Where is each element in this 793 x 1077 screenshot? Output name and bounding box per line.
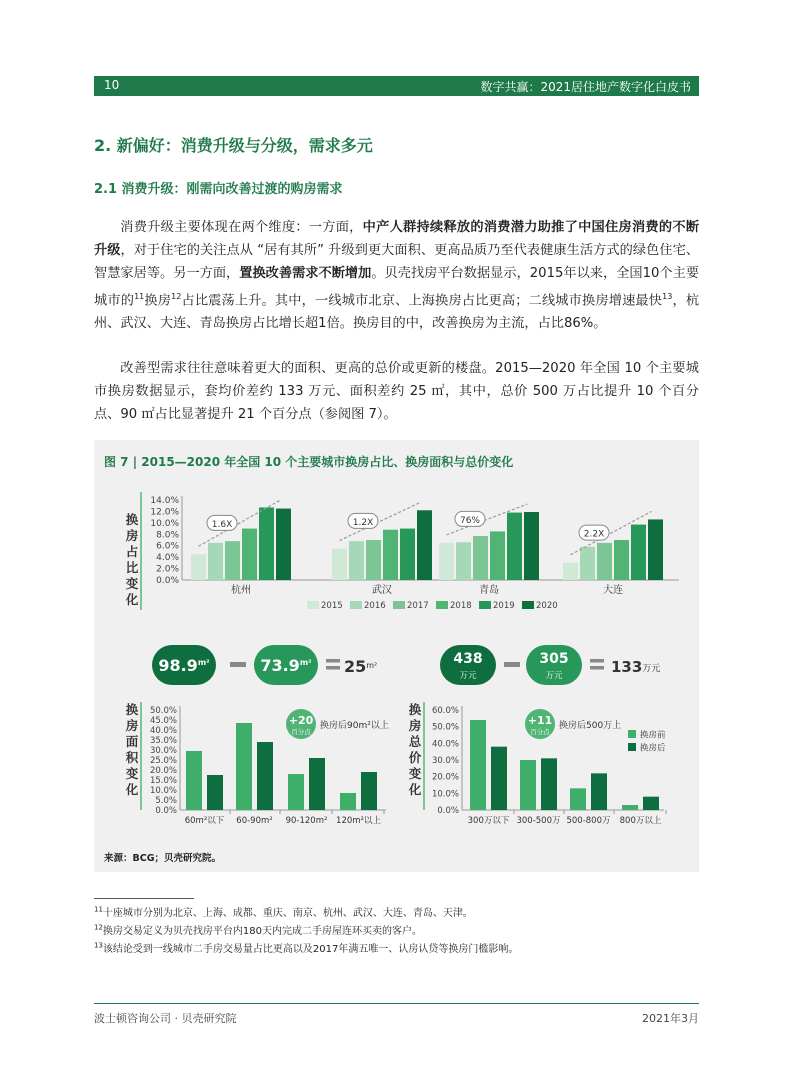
area-badge-sub: 百分点 [291,728,311,736]
bar-300万以下-换房前 [470,720,486,810]
top-legend-label: 2020 [536,601,558,611]
ytick-label: 50.0% [431,722,459,733]
top-ytick-label: 0.0% [156,576,179,586]
ytick-label: 15.0% [149,776,177,786]
price-legend-label: 换房前 [640,730,666,741]
top-bar-杭州-2020 [276,509,291,580]
area-before-value: $98.9^{m^2}$ [158,656,210,675]
top-bar-大连-2017 [597,543,612,580]
ytick-label: 40.0% [149,726,177,736]
top-growth-label: 76% [459,515,481,526]
minus-sign-2 [504,662,520,667]
bar-60-90m²-换房前 [236,723,252,810]
ytick-label: 0.0% [155,806,177,816]
top-bar-武汉-2019 [400,529,415,580]
top-growth-label: 1.2X [352,517,374,528]
category-label: 300万以下 [467,816,510,826]
price-after-value: 305 [539,651,569,667]
category-label: 300-500万 [516,816,561,826]
page-number: 10 [104,78,120,92]
top-category-label: 大连 [603,585,623,596]
price-legend-label: 换房后 [640,743,666,754]
area-badge-text: 换房后90m²以上 [320,721,389,731]
top-bar-青岛-2019 [507,513,522,580]
category-label: 60-90m² [236,816,273,826]
top-bar-武汉-2016 [349,541,364,580]
ytick-label: 40.0% [431,739,459,750]
price-badge [525,709,621,739]
top-growth-label: 2.2X [583,529,605,540]
ytick-label: 20.0% [431,772,459,783]
footnote-11: $^{11}$十座城市分别为北京、上海、成都、重庆、南京、杭州、武汉、大连、青岛、天津。 [94,905,473,919]
ytick-label: 5.0% [155,796,177,806]
price-chart-ylabel: 换房总价变化 [408,702,422,797]
paragraph-1: 消费升级主要体现在两个维度：一方面，中产人群持续释放的消费潜力助推了中国住房消费的不断升级，对于住宅的关注点从 “居有其所” 升级到更大面积、更高品质乃至代表健康生活方式的绿色住宅、智慧家居等。另一方面，置换改善需求不断增加。贝壳找房平台数据显示，2015年以来，全国10个主要城市的$^{11}$换房$^{12}$占比震荡上升。其中，一线城市北京、上海换房占比更高；二线城市换房增速最快$^{13}$，杭州、武汉、大连、青岛换房占比增长超1倍。换房目的中，改善换房为主流，占比86%。 [94,220,700,332]
top-ytick-label: 10.0% [150,518,179,529]
area-badge [286,709,389,739]
top-bar-杭州-2017 [225,541,240,580]
top-bar-杭州-2015 [191,554,206,580]
area-badge-value: +20 [288,714,314,727]
bar-300-500万-换房后 [541,758,557,810]
category-label: 120m²以上 [336,816,381,826]
top-bar-杭州-2019 [259,507,274,580]
top-bar-青岛-2015 [439,543,454,580]
top-bar-大连-2015 [563,563,578,580]
top-category-label: 青岛 [479,585,499,596]
top-legend-swatch [522,601,534,609]
ytick-label: 10.0% [149,786,177,796]
top-bar-青岛-2016 [456,542,471,580]
top-ytick-label: 4.0% [156,553,179,564]
category-label: 90-120m² [285,816,328,826]
bar-300万以下-换房后 [491,747,507,810]
footnote-divider [94,898,194,899]
bar-60m²以下-换房前 [186,751,202,810]
ytick-label: 25.0% [149,756,177,766]
top-ytick-label: 2.0% [156,564,179,575]
bar-300-500万-换房前 [520,760,536,810]
top-bar-杭州-2018 [242,529,257,580]
footer-divider [94,1003,699,1004]
page-header [94,76,699,96]
bar-500-800万-换房后 [591,773,607,810]
equals-sign-1b [326,666,340,670]
top-bar-大连-2018 [614,540,629,580]
top-bar-武汉-2018 [383,530,398,580]
ytick-label: 60.0% [431,706,459,716]
bar-500-800万-换房前 [570,788,586,810]
price-badge-sub: 百分点 [530,728,550,736]
top-legend-swatch [479,601,491,609]
top-category-label: 武汉 [372,585,392,596]
top-legend [307,601,558,611]
bar-120m²以上-换房前 [340,793,356,810]
bar-120m²以上-换房后 [361,772,377,810]
price-legend [628,730,666,754]
bar-60-90m²-换房后 [257,742,273,810]
footer-date: 2021年3月 [642,1012,699,1025]
ytick-label: 0.0% [437,806,459,816]
top-bar-大连-2020 [648,519,663,580]
top-legend-swatch [350,601,362,609]
top-legend-swatch [307,601,319,609]
top-ytick-label: 8.0% [156,530,179,541]
top-bar-青岛-2020 [524,512,539,580]
area-summary [152,645,377,685]
top-ytick-label: 14.0% [150,496,179,506]
price-legend-swatch [628,743,636,751]
top-ytick-label: 12.0% [150,507,179,518]
top-bar-大连-2019 [631,525,646,580]
area-diff: $25^{m^2}$ [344,657,378,676]
price-before-unit: 万元 [459,671,477,681]
ytick-label: 30.0% [431,756,459,766]
section-heading: 2. 新偏好：消费升级与分级，需求多元 [94,136,373,155]
footnote-12: $^{12}$换房交易定义为贝壳找房平台内180天内完成二手房屋连环买卖的客户。 [94,923,423,937]
equals-sign-2a [590,659,604,663]
top-bar-青岛-2018 [490,531,505,580]
top-category-label: 杭州 [231,585,251,596]
bar-800万以上-换房后 [643,797,659,810]
figure-7 [94,440,699,872]
top-legend-label: 2017 [407,601,429,611]
bar-60m²以下-换房后 [207,775,223,810]
price-before-value: 438 [453,651,483,667]
top-legend-label: 2018 [450,601,472,611]
top-growth-label: 1.6X [211,519,233,530]
category-label: 800万以上 [619,816,662,826]
ytick-label: 50.0% [149,706,177,716]
equals-sign-1a [326,659,340,663]
bar-800万以上-换房前 [622,805,638,810]
category-label: 60m²以下 [184,816,225,826]
footer-publisher: 波士顿咨询公司 · 贝壳研究院 [94,1012,237,1025]
top-bar-武汉-2015 [332,549,347,580]
price-badge-value: +11 [527,714,553,727]
top-legend-swatch [436,601,448,609]
top-bar-大连-2016 [580,547,595,580]
price-diff: 133万元 [611,658,661,676]
figure-source: 来源：BCG；贝壳研究院。 [104,853,222,864]
footnote-13: $^{13}$该结论受到一线城市二手房交易量占比更高以及2017年满五唯一、认房认贷等换房门槛影响。 [94,941,519,955]
price-legend-swatch [628,730,636,738]
top-ytick-label: 6.0% [156,541,179,552]
ytick-label: 30.0% [149,746,177,756]
price-summary [440,645,660,685]
top-bar-青岛-2017 [473,536,488,580]
figure-title: 图 7 | 2015—2020 年全国 10 个主要城市换房占比、换房面积与总价变化 [104,455,514,469]
ytick-label: 10.0% [431,789,459,800]
top-bar-chart [150,496,679,596]
area-chart-ylabel: 换房面积变化 [125,702,139,797]
top-legend-label: 2016 [364,601,386,611]
top-legend-label: 2015 [321,601,343,611]
category-label: 500-800万 [566,816,611,826]
paragraph-2: 改善型需求往往意味着更大的面积、更高的总价或更新的楼盘。2015—2020 年全国 10 个主要城市换房数据显示，套均价差约 133 万元、面积差约 25 ㎡，其中，总价 500 万占比提升 10 个百分点、90 ㎡占比显著提升 21 个百分点（参阅图 7）。 [94,361,699,422]
figure-chart-canvas [94,440,699,840]
top-chart-ylabel: 换房占比变化 [125,512,139,607]
subsection-heading: 2.1 消费升级：刚需向改善过渡的购房需求 [94,182,343,197]
price-after-unit: 万元 [545,671,563,681]
ytick-label: 35.0% [149,736,177,746]
equals-sign-2b [590,666,604,670]
top-bar-武汉-2020 [417,510,432,580]
area-after-value: $73.9^{m^2}$ [260,656,312,675]
top-bar-武汉-2017 [366,540,381,580]
bar-90-120m²-换房后 [309,758,325,810]
top-legend-swatch [393,601,405,609]
price-badge-text: 换房后500万上 [559,721,622,731]
ytick-label: 20.0% [149,766,177,776]
ytick-label: 45.0% [149,716,177,726]
bar-90-120m²-换房前 [288,774,304,810]
document-title: 数字共赢：2021居住地产数字化白皮书 [480,80,691,94]
top-bar-杭州-2016 [208,543,223,580]
minus-sign-1 [230,662,246,667]
top-legend-label: 2019 [493,601,515,611]
